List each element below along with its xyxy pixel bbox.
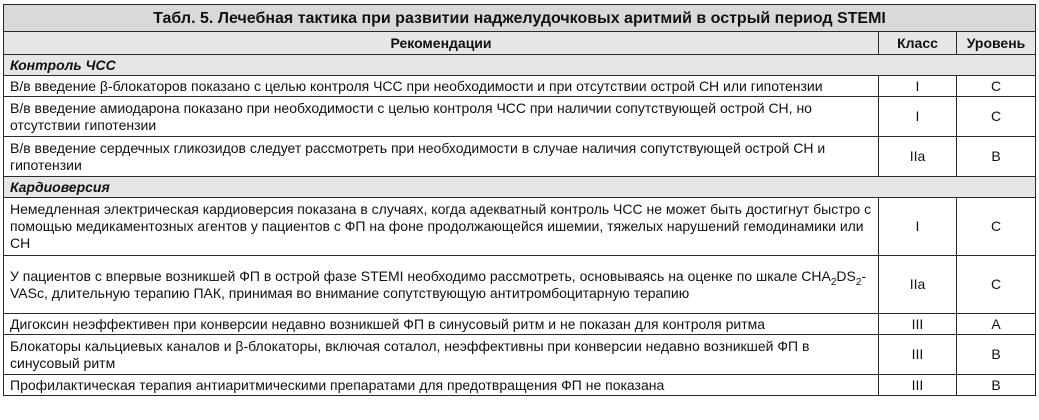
- text-part: DS: [836, 267, 856, 284]
- recommendation-text: Блокаторы кальциевых каналов и β-блокаторы, включая соталол, неэффективны при конверсии недавно возникшей ФП в синусовый ритм: [4, 335, 879, 375]
- recommendation-text: Дигоксин неэффективен при конверсии недавно возникшей ФП в синусовый ритм и не показан для контроля ритма: [4, 314, 879, 335]
- class-value: I: [879, 76, 957, 97]
- class-value: IIa: [879, 137, 957, 177]
- level-value: B: [957, 137, 1036, 177]
- section-cardioversion: Кардиоверсия: [4, 177, 1036, 198]
- text-part: -VASc, длительную терапию ПАК, принимая во внимание сопутствующую антитромбоцитарную терапию: [10, 267, 867, 301]
- recommendation-text: Профилактическая терапия антиаритмическими препаратами для предотвращения ФП не показана: [4, 375, 879, 396]
- recommendation-text: [4, 256, 879, 314]
- level-value: A: [957, 314, 1036, 335]
- table-row: [4, 335, 1036, 375]
- table-row: [4, 198, 1036, 256]
- recommendations-table-container: [3, 4, 1035, 396]
- subscript: 2: [830, 276, 837, 288]
- table-row: [4, 314, 1036, 335]
- recommendation-text: В/в введение амиодарона показано при необходимости с целью контроля ЧСС при наличии сопутствующей острой СН, но отсутствии гипотензии: [4, 97, 879, 137]
- class-value: III: [879, 314, 957, 335]
- table-row: [4, 97, 1036, 137]
- recommendations-table: [3, 4, 1036, 396]
- section-row: [4, 177, 1036, 198]
- class-value: III: [879, 375, 957, 396]
- recommendation-text: В/в введение β-блокаторов показано с целью контроля ЧСС при необходимости и при отсутствии острой СН или гипотензии: [4, 76, 879, 97]
- table-row: [4, 375, 1036, 396]
- class-value: I: [879, 198, 957, 256]
- class-value: IIa: [879, 256, 957, 314]
- level-value: C: [957, 256, 1036, 314]
- header-class: Класс: [879, 32, 957, 55]
- section-row: [4, 55, 1036, 76]
- section-heart-rate-control: Контроль ЧСС: [4, 55, 1036, 76]
- table-row: [4, 256, 1036, 314]
- level-value: C: [957, 198, 1036, 256]
- header-level: Уровень: [957, 32, 1036, 55]
- class-value: I: [879, 97, 957, 137]
- class-value: III: [879, 335, 957, 375]
- table-title: Табл. 5. Лечебная тактика при развитии наджелудочковых аритмий в острый период STEMI: [4, 5, 1036, 32]
- header-recommendations: Рекомендации: [4, 32, 879, 55]
- recommendation-text: В/в введение сердечных гликозидов следует рассмотреть при необходимости в случае наличия сопутствующей острой СН и гипотензии: [4, 137, 879, 177]
- level-value: C: [957, 97, 1036, 137]
- level-value: B: [957, 375, 1036, 396]
- level-value: C: [957, 76, 1036, 97]
- level-value: B: [957, 335, 1036, 375]
- text-part: У пациентов с впервые возникшей ФП в острой фазе STEMI необходимо рассмотреть, основываясь на оценке по шкале CHA: [10, 267, 831, 284]
- table-row: [4, 137, 1036, 177]
- title-row: [4, 5, 1036, 32]
- header-row: [4, 32, 1036, 55]
- subscript: 2: [855, 276, 862, 288]
- table-row: [4, 76, 1036, 97]
- recommendation-text: Немедленная электрическая кардиоверсия показана в случаях, когда адекватный контроль ЧСС не может быть достигнут быстро с помощью медикаментозных агентов у пациентов с ФП на фоне продолжающейся ишемии, тяжелых нарушений гемодинамики или СН: [4, 198, 879, 256]
